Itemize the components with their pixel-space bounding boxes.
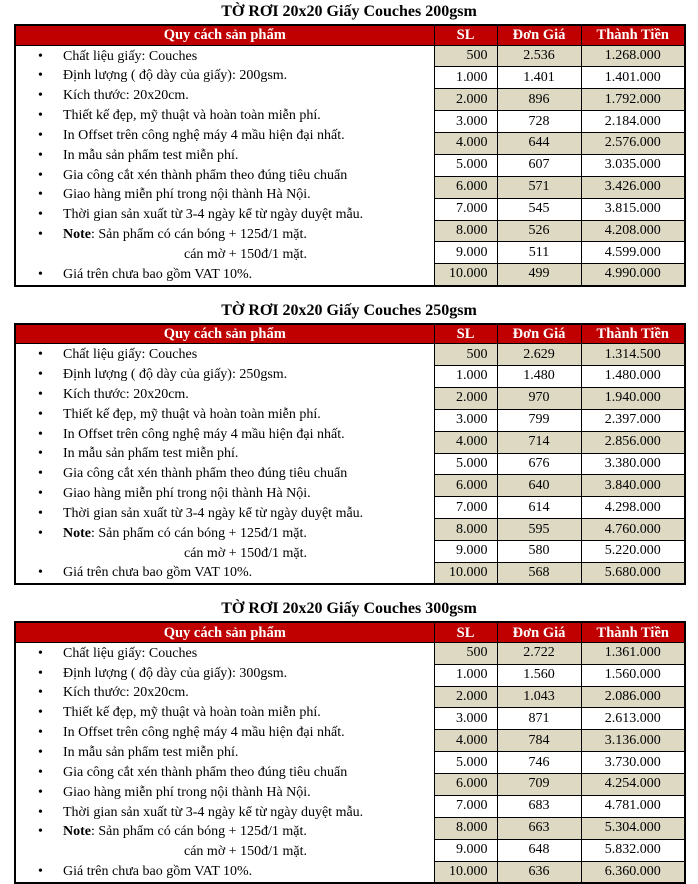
spec-line: • Thời gian sản xuất từ 3-4 ngày kể từ ngày duyệt mẫu. [16,803,432,823]
column-header-qty: SL [434,25,497,45]
table-header [15,25,685,45]
bullet-icon: • [38,48,43,64]
unit-price-cell: 571 [497,176,581,198]
unit-price-cell: 644 [497,133,581,155]
qty-cell: 4.000 [434,431,497,453]
unit-price-cell: 676 [497,453,581,475]
total-cell: 2.576.000 [581,133,685,155]
unit-price-cell: 683 [497,795,581,817]
total-cell: 4.760.000 [581,519,685,541]
qty-cell: 7.000 [434,497,497,519]
bullet-icon: • [38,565,43,581]
spec-line: • In mẫu sản phẩm test miễn phí. [16,146,432,166]
qty-cell: 2.000 [434,89,497,111]
spec-line: • Thiết kế đẹp, mỹ thuật và hoàn toàn miễn phí. [16,405,432,425]
price-row [15,344,685,366]
column-header-qty: SL [434,324,497,344]
qty-cell: 500 [434,642,497,664]
unit-price-cell: 511 [497,242,581,264]
qty-cell: 2.000 [434,686,497,708]
bullet-icon: • [38,705,43,721]
bullet-icon: • [38,227,43,243]
table-header [15,622,685,642]
bullet-icon: • [38,167,43,183]
qty-cell: 9.000 [434,242,497,264]
column-header-qty: SL [434,622,497,642]
total-cell: 3.426.000 [581,176,685,198]
unit-price-cell: 640 [497,475,581,497]
spec-line: • Kích thước: 20x20cm. [16,86,432,106]
header-row [15,324,685,344]
qty-cell: 500 [434,344,497,366]
column-header-total: Thành Tiền [581,324,685,344]
unit-price-cell: 728 [497,111,581,133]
bullet-icon: • [38,525,43,541]
total-cell: 1.401.000 [581,67,685,89]
spec-line: • Chất liệu giấy: Couches [16,47,432,67]
total-cell: 4.254.000 [581,774,685,796]
bullet-icon: • [38,426,43,442]
bullet-icon: • [38,446,43,462]
total-cell: 1.268.000 [581,45,685,67]
unit-price-cell: 595 [497,519,581,541]
column-header-unit-price: Đơn Giá [497,324,581,344]
bullet-icon: • [38,804,43,820]
price-table [14,323,686,586]
spec-line: • Giá trên chưa bao gồm VAT 10%. [16,563,432,583]
bullet-icon: • [38,386,43,402]
price-table [14,621,686,884]
column-header-unit-price: Đơn Giá [497,622,581,642]
unit-price-cell: 2.536 [497,45,581,67]
table-body [15,45,685,286]
unit-price-cell: 663 [497,817,581,839]
spec-line: • Thời gian sản xuất từ 3-4 ngày kể từ ngày duyệt mẫu. [16,205,432,225]
spec-line: • Giao hàng miễn phí trong nội thành Hà Nội. [16,484,432,504]
qty-cell: 4.000 [434,133,497,155]
spec-line: • In mẫu sản phẩm test miễn phí. [16,743,432,763]
bullet-icon: • [38,685,43,701]
qty-cell: 7.000 [434,198,497,220]
spec-line: • Định lượng ( độ dày của giấy): 200gsm. [16,66,432,86]
total-cell: 1.480.000 [581,366,685,388]
bullet-icon: • [38,784,43,800]
qty-cell: 7.000 [434,795,497,817]
spec-line: • Giá trên chưa bao gồm VAT 10%. [16,265,432,285]
bullet-icon: • [38,466,43,482]
qty-cell: 8.000 [434,220,497,242]
spec-line: cán mờ + 150đ/1 mặt. [184,246,307,262]
price-row [15,45,685,67]
column-header-total: Thành Tiền [581,25,685,45]
table-header [15,324,685,344]
unit-price-cell: 568 [497,562,581,584]
qty-cell: 3.000 [434,708,497,730]
spec-line: • Giao hàng miễn phí trong nội thành Hà Nội. [16,185,432,205]
qty-cell: 6.000 [434,475,497,497]
bullet-icon: • [38,486,43,502]
bullet-icon: • [38,744,43,760]
qty-cell: 8.000 [434,817,497,839]
qty-cell: 10.000 [434,562,497,584]
spec-line: • Gia công cắt xén thành phẩm theo đúng tiêu chuẩn [16,763,432,783]
table-body [15,642,685,883]
total-cell: 4.208.000 [581,220,685,242]
qty-cell: 5.000 [434,154,497,176]
unit-price-cell: 784 [497,730,581,752]
bullet-icon: • [38,187,43,203]
total-cell: 4.298.000 [581,497,685,519]
column-header-spec: Quy cách sản phẩm [15,622,434,642]
unit-price-cell: 614 [497,497,581,519]
spec-line: • Định lượng ( độ dày của giấy): 300gsm. [16,664,432,684]
total-cell: 3.035.000 [581,154,685,176]
spec-line: • Thiết kế đẹp, mỹ thuật và hoàn toàn miễn phí. [16,703,432,723]
unit-price-cell: 1.560 [497,664,581,686]
qty-cell: 500 [434,45,497,67]
total-cell: 2.856.000 [581,431,685,453]
spec-line: cán mờ + 150đ/1 mặt. [184,545,307,561]
unit-price-cell: 545 [497,198,581,220]
spec-line: • Chất liệu giấy: Couches [16,644,432,664]
spec-list-cell [15,45,434,286]
spec-bold-prefix: Note [63,824,91,840]
unit-price-cell: 714 [497,431,581,453]
total-cell: 3.136.000 [581,730,685,752]
header-row [15,25,685,45]
qty-cell: 9.000 [434,541,497,563]
unit-price-cell: 648 [497,839,581,861]
bullet-icon: • [38,347,43,363]
bullet-icon: • [38,764,43,780]
unit-price-cell: 1.480 [497,366,581,388]
total-cell: 6.360.000 [581,861,685,883]
spec-line: • Note: Sản phẩm có cán bóng + 125đ/1 mặt. [16,822,432,842]
unit-price-cell: 871 [497,708,581,730]
price-table [14,24,686,287]
spec-line: • Gia công cắt xén thành phẩm theo đúng tiêu chuẩn [16,464,432,484]
price-section [0,600,698,884]
spec-bold-prefix: Note [63,525,91,541]
total-cell: 3.840.000 [581,475,685,497]
spec-line: • In mẫu sản phẩm test miễn phí. [16,444,432,464]
total-cell: 1.560.000 [581,664,685,686]
qty-cell: 8.000 [434,519,497,541]
unit-price-cell: 2.629 [497,344,581,366]
qty-cell: 9.000 [434,839,497,861]
spec-line: • Note: Sản phẩm có cán bóng + 125đ/1 mặt. [16,225,432,245]
total-cell: 5.680.000 [581,562,685,584]
total-cell: 2.613.000 [581,708,685,730]
bullet-icon: • [38,266,43,282]
bullet-icon: • [38,207,43,223]
column-header-unit-price: Đơn Giá [497,25,581,45]
bullet-icon: • [38,88,43,104]
total-cell: 4.599.000 [581,242,685,264]
unit-price-cell: 1.043 [497,686,581,708]
bullet-icon: • [38,824,43,840]
total-cell: 1.940.000 [581,387,685,409]
bullet-icon: • [38,864,43,880]
spec-line: • Chất liệu giấy: Couches [16,345,432,365]
qty-cell: 3.000 [434,111,497,133]
unit-price-cell: 499 [497,264,581,286]
spec-line: • Thiết kế đẹp, mỹ thuật và hoàn toàn miễn phí. [16,106,432,126]
spec-bold-prefix: Note [63,227,91,243]
spec-line: • Định lượng ( độ dày của giấy): 250gsm. [16,365,432,385]
qty-cell: 1.000 [434,366,497,388]
total-cell: 4.990.000 [581,264,685,286]
qty-cell: 5.000 [434,752,497,774]
bullet-icon: • [38,108,43,124]
total-cell: 3.815.000 [581,198,685,220]
spec-list-cell [15,344,434,585]
qty-cell: 10.000 [434,264,497,286]
unit-price-cell: 580 [497,541,581,563]
total-cell: 5.304.000 [581,817,685,839]
spec-line: • Note: Sản phẩm có cán bóng + 125đ/1 mặt. [16,524,432,544]
bullet-icon: • [38,68,43,84]
table-title: TỜ RƠI 20x20 Giấy Couches 250gsm [221,301,477,319]
spec-list-cell [15,642,434,883]
header-row [15,622,685,642]
total-cell: 1.361.000 [581,642,685,664]
total-cell: 2.397.000 [581,409,685,431]
spec-line: • In Offset trên công nghệ máy 4 mầu hiện đại nhất. [16,425,432,445]
total-cell: 3.380.000 [581,453,685,475]
qty-cell: 4.000 [434,730,497,752]
table-title: TỜ RƠI 20x20 Giấy Couches 200gsm [221,3,477,20]
spec-line: • Giá trên chưa bao gồm VAT 10%. [16,862,432,882]
qty-cell: 2.000 [434,387,497,409]
column-header-total: Thành Tiền [581,622,685,642]
table-body [15,344,685,585]
bullet-icon: • [38,505,43,521]
spec-line: • In Offset trên công nghệ máy 4 mầu hiện đại nhất. [16,723,432,743]
spec-line: • Kích thước: 20x20cm. [16,683,432,703]
unit-price-cell: 2.722 [497,642,581,664]
unit-price-cell: 799 [497,409,581,431]
total-cell: 4.781.000 [581,795,685,817]
qty-cell: 6.000 [434,176,497,198]
spec-line: • Kích thước: 20x20cm. [16,385,432,405]
unit-price-cell: 526 [497,220,581,242]
price-section [0,302,698,586]
total-cell: 5.832.000 [581,839,685,861]
spec-line: • Giao hàng miễn phí trong nội thành Hà Nội. [16,783,432,803]
total-cell: 1.792.000 [581,89,685,111]
total-cell: 2.184.000 [581,111,685,133]
table-title: TỜ RƠI 20x20 Giấy Couches 300gsm [221,600,477,618]
bullet-icon: • [38,366,43,382]
column-header-spec: Quy cách sản phẩm [15,324,434,344]
unit-price-cell: 636 [497,861,581,883]
spec-line: cán mờ + 150đ/1 mặt. [184,844,307,860]
bullet-icon: • [38,406,43,422]
qty-cell: 3.000 [434,409,497,431]
unit-price-cell: 896 [497,89,581,111]
price-row [15,642,685,664]
unit-price-cell: 970 [497,387,581,409]
spec-line: • Gia công cắt xén thành phẩm theo đúng tiêu chuẩn [16,166,432,186]
bullet-icon: • [38,147,43,163]
qty-cell: 1.000 [434,67,497,89]
unit-price-cell: 746 [497,752,581,774]
qty-cell: 1.000 [434,664,497,686]
unit-price-cell: 709 [497,774,581,796]
total-cell: 3.730.000 [581,752,685,774]
qty-cell: 10.000 [434,861,497,883]
bullet-icon: • [38,665,43,681]
total-cell: 1.314.500 [581,344,685,366]
qty-cell: 6.000 [434,774,497,796]
unit-price-cell: 1.401 [497,67,581,89]
bullet-icon: • [38,127,43,143]
bullet-icon: • [38,725,43,741]
unit-price-cell: 607 [497,154,581,176]
total-cell: 5.220.000 [581,541,685,563]
price-section [0,3,698,287]
total-cell: 2.086.000 [581,686,685,708]
column-header-spec: Quy cách sản phẩm [15,25,434,45]
spec-line: • In Offset trên công nghệ máy 4 mầu hiện đại nhất. [16,126,432,146]
spec-line: • Thời gian sản xuất từ 3-4 ngày kể từ ngày duyệt mẫu. [16,504,432,524]
qty-cell: 5.000 [434,453,497,475]
bullet-icon: • [38,645,43,661]
